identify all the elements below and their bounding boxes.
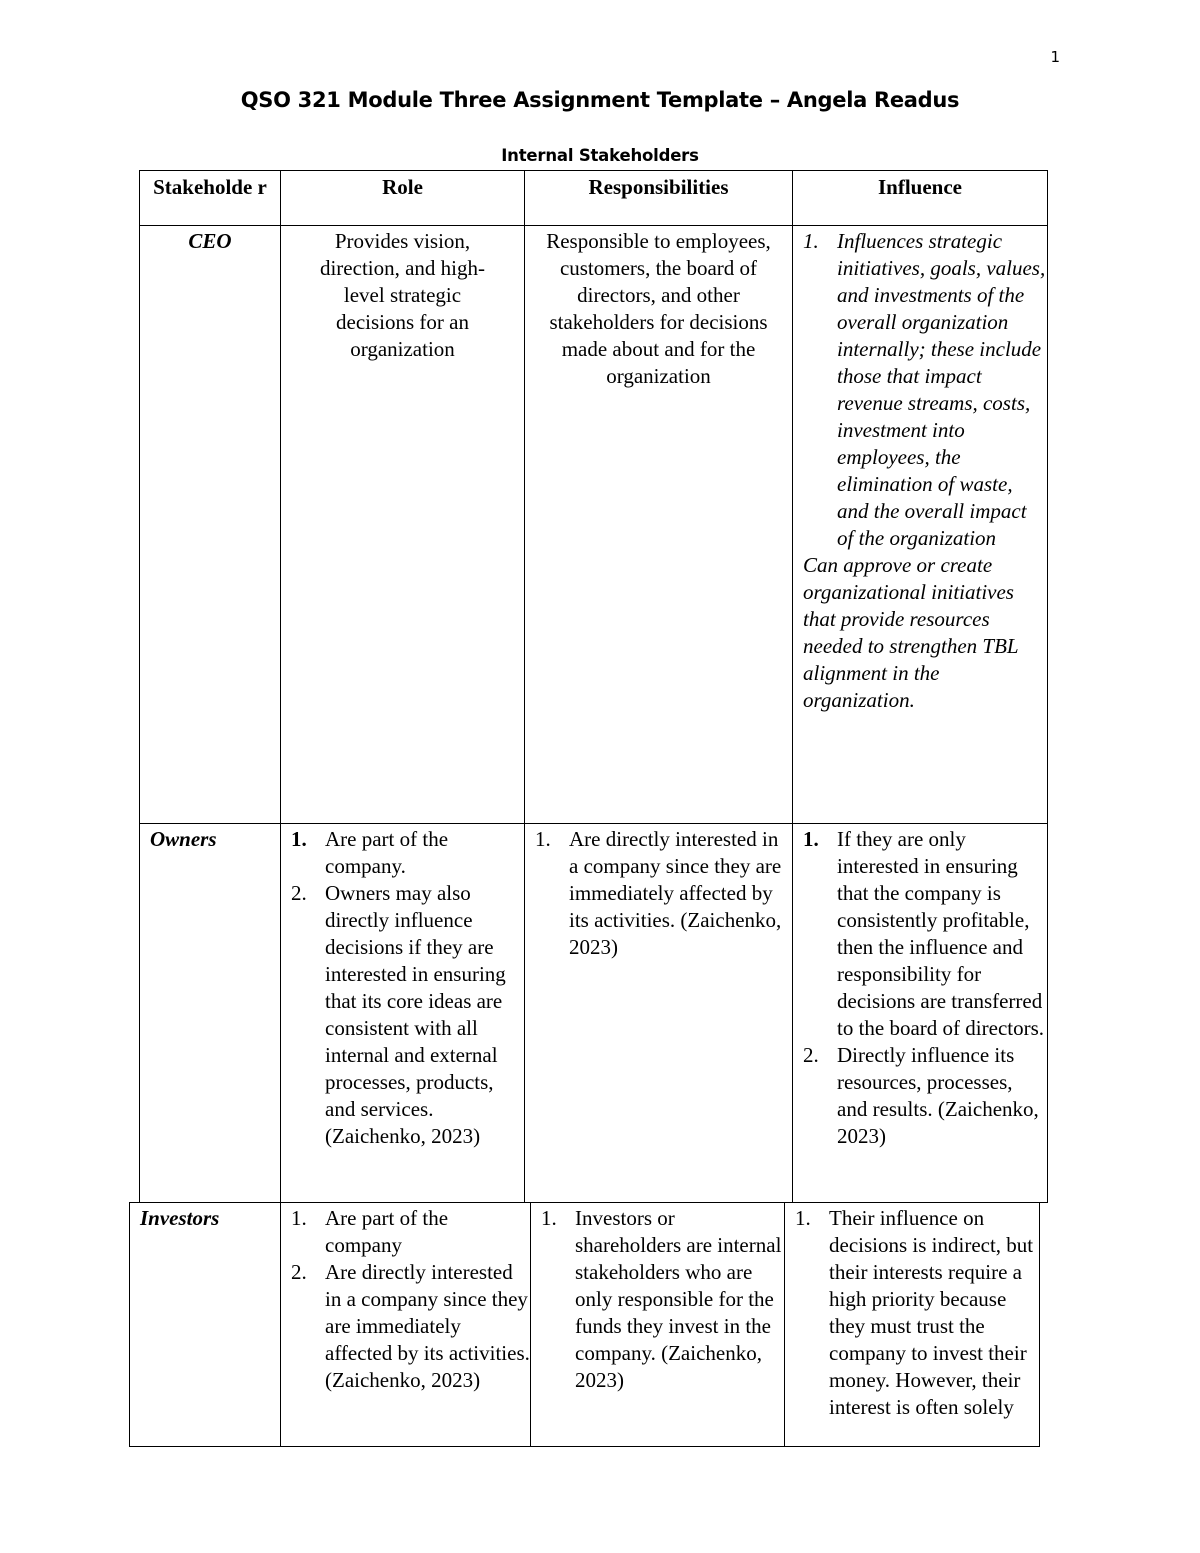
role-list: [281, 1205, 530, 1394]
responsibilities-list: [525, 826, 792, 961]
row-ceo-influence: [792, 225, 1048, 824]
list-item: 1. Influences strategic initiatives, goals, values, and investments of the overall organization internally; these include those that impact revenue streams, costs, investment into employees, the elimination of waste, and the overall impact of the organization: [803, 229, 1046, 550]
influence-note: Can approve or create organizational initiatives that provide resources needed to strengthen TBL alignment in the organization.: [803, 553, 1019, 712]
row-investors-responsibilities: [530, 1202, 785, 1447]
list-item-text: Directly influence its resources, processes, and results. (Zaichenko, 2023): [837, 1043, 1039, 1148]
row-investors-stakeholder: [129, 1202, 281, 1447]
list-item: 2. Directly influence its resources, processes, and results. (Zaichenko, 2023): [803, 1043, 1039, 1148]
list-item-text: If they are only interested in ensuring that the company is consistently profitable, then the influence and responsibility for decisions are transferred to the board of directors.: [837, 827, 1045, 1040]
role-list: [281, 826, 524, 1150]
list-item: 1. Are part of the company: [291, 1206, 449, 1257]
list-item: 1. Investors or shareholders are internal stakeholders who are only responsible for the funds they invest in the company. (Zaichenko, 2023): [541, 1206, 782, 1392]
header-stakeholder-label: Stakeholde r: [153, 175, 267, 199]
influence-list: [793, 826, 1047, 1150]
header-role: Role: [280, 170, 525, 226]
document-title: QSO 321 Module Three Assignment Template – Angela Readus: [240, 88, 960, 112]
list-item-text: Are part of the company.: [325, 827, 449, 878]
list-item-text: Owners may also directly influence decisions if they are interested in ensuring that its core ideas are consistent with all internal and external processes, products, and services. (Zaichenko, 2023): [325, 881, 506, 1148]
stakeholder-name: Investors: [140, 1206, 220, 1230]
influence-list: [793, 228, 1047, 552]
header-influence: Influence: [792, 170, 1048, 226]
row-ceo-responsibilities: Responsible to employees, customers, the board of directors, and other stakeholders for decisions made about and for the organization: [524, 225, 793, 824]
list-item: 2. Are directly interested in a company since they are immediately affected by its activities. (Zaichenko, 2023): [291, 1260, 530, 1392]
table-caption: Internal Stakeholders: [501, 146, 699, 165]
responsibilities-list: [531, 1205, 784, 1394]
list-item-text: Investors or shareholders are internal stakeholders who are only responsible for the funds they invest in the company. (Zaichenko, 2023): [575, 1206, 782, 1392]
row-owners-role: [280, 823, 525, 1203]
influence-list: [785, 1205, 1039, 1421]
header-stakeholder: [139, 170, 281, 226]
row-owners-stakeholder: [139, 823, 281, 1203]
list-item: 2. Owners may also directly influence decisions if they are interested in ensuring that its core ideas are consistent with all internal and external processes, products, and services. (Zaichenko, 2023): [291, 881, 506, 1148]
row-investors-influence: [784, 1202, 1040, 1447]
list-item-text: Influences strategic initiatives, goals, values, and investments of the overall organization internally; these include those that impact revenue streams, costs, investment into employees, the elimination of waste, and the overall impact of the organization: [837, 229, 1046, 550]
list-item-text: Their influence on decisions is indirect, but their interests require a high priority because they must trust the company to invest their money. However, their interest is often solely: [829, 1206, 1034, 1419]
list-item: 1. Are directly interested in a company since they are immediately affected by its activities. (Zaichenko, 2023): [535, 827, 782, 959]
row-owners-influence: [792, 823, 1048, 1203]
list-item-text: Are directly interested in a company since they are immediately affected by its activities. (Zaichenko, 2023): [325, 1260, 530, 1392]
stakeholder-name: Owners: [150, 827, 217, 851]
list-item-text: Are directly interested in a company since they are immediately affected by its activities. (Zaichenko, 2023): [569, 827, 782, 959]
stakeholder-name: CEO: [188, 229, 232, 253]
list-item-text: Are part of the company: [325, 1206, 449, 1257]
row-ceo-stakeholder: [139, 225, 281, 824]
page-number: 1: [1050, 48, 1060, 66]
list-item: 1. Their influence on decisions is indirect, but their interests require a high priority because they must trust the company to invest their money. However, their interest is often solely: [795, 1206, 1034, 1419]
row-owners-responsibilities: [524, 823, 793, 1203]
row-ceo-role: Provides vision, direction, and high-level strategic decisions for an organization: [280, 225, 525, 824]
row-investors-role: [280, 1202, 531, 1447]
list-item: 1. Are part of the company.: [291, 827, 449, 878]
list-item: 1. If they are only interested in ensuring that the company is consistently profitable, then the influence and responsibility for decisions are transferred to the board of directors.: [803, 827, 1045, 1040]
header-responsibilities: Responsibilities: [524, 170, 793, 226]
